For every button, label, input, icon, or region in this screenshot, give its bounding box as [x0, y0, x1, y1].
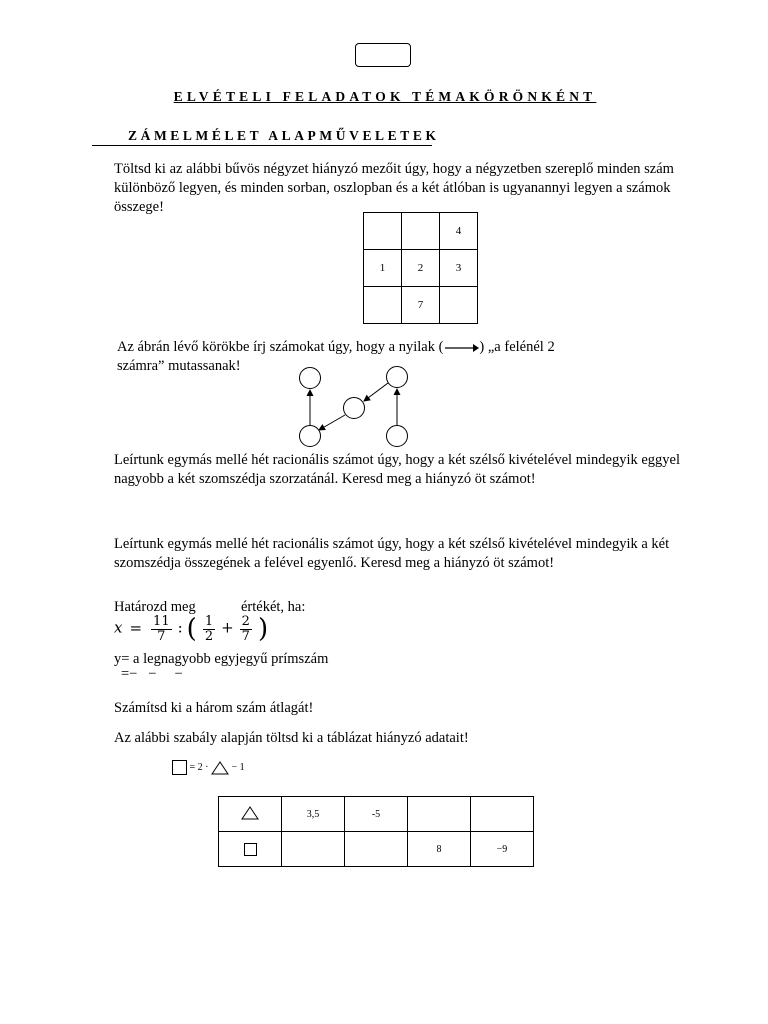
table-cell: 3,5: [282, 797, 345, 832]
table-cell: −9: [471, 832, 534, 867]
magic-square-row: [364, 287, 478, 324]
plus-sign: +: [221, 618, 234, 637]
arrow-icon: [443, 343, 479, 353]
diagram-circle: [344, 398, 365, 419]
row-header-cell: [219, 797, 282, 832]
fraction: $\frac{1}{2}$: [204, 613, 214, 644]
magic-cell: 1: [364, 250, 402, 287]
magic-cell: 7: [402, 287, 440, 324]
triangle-row: [219, 797, 534, 832]
rule-formula: [172, 760, 245, 775]
rule-end: − 1: [231, 761, 245, 773]
y-definition: y= a legnagyobb egyjegyű prímszám: [114, 651, 329, 667]
divide-sign: :: [177, 618, 183, 637]
diagram-circle: [300, 368, 321, 389]
rule-mid: = 2 ·: [189, 761, 209, 773]
diagram-circle: [300, 426, 321, 447]
magic-cell: [402, 213, 440, 250]
fraction: $\frac{2}{7}$: [241, 613, 250, 644]
task4-text: Leírtunk egymás mellé hét racionális számot úgy, hogy a két szélső kivételével mindegyik a két szomszédja összegének a felével egyenlő. Keresd meg a hiányzó öt számot!: [114, 536, 670, 571]
section-title: ZÁMELMÉLET ALAPMŰVELETEK: [92, 128, 432, 146]
average-question: Számítsd ki a három szám átlagát!: [114, 700, 314, 716]
task3-text: Leírtunk egymás mellé hét racionális számot úgy, hogy a két szélső kivételével mindegyik eggyel nagyobb a két szomszédja szorzatánál. Keresd meg a hiányzó öt számot!: [114, 452, 681, 487]
table-cell: 8: [408, 832, 471, 867]
circle-arrow-diagram: [290, 362, 420, 450]
table-cell: [282, 832, 345, 867]
x-variable: x: [114, 618, 123, 637]
table-cell: -5: [345, 797, 408, 832]
task6-text: Az alábbi szabály alapján töltsd ki a táblázat hiányzó adatait!: [114, 730, 469, 746]
magic-cell: [364, 287, 402, 324]
square-icon: [244, 843, 257, 856]
equals-sign: =: [129, 618, 143, 637]
diagram-circle: [387, 367, 408, 388]
table-cell: [471, 797, 534, 832]
triangle-icon: [211, 761, 229, 775]
magic-cell: 3: [440, 250, 478, 287]
magic-cell: 2: [402, 250, 440, 287]
fraction: $\frac{11}{7}$: [153, 613, 170, 644]
diagram-circle: [387, 426, 408, 447]
magic-cell: [440, 287, 478, 324]
task5-lead-text: Határozd meg: [114, 599, 196, 615]
answer-box: [355, 43, 411, 67]
magic-cell: [364, 213, 402, 250]
triangle-icon: [241, 806, 259, 820]
square-row: [219, 832, 534, 867]
z-definition: =− − −: [121, 666, 183, 682]
task2-line1: Az ábrán lévő körökbe írj számokat úgy, hogy a nyilak (: [117, 339, 444, 355]
magic-square-row: [364, 213, 478, 250]
page-title: ELVÉTELI FELADATOK TÉMAKÖRÖNKÉNT: [173, 89, 597, 104]
rule-table: [218, 796, 534, 867]
diagram-arrow: [364, 383, 388, 401]
task2-line2: számra” mutassanak!: [117, 358, 241, 374]
right-paren: ): [257, 614, 269, 644]
x-formula: [114, 614, 268, 650]
square-icon: [172, 760, 187, 775]
diagram-arrow: [319, 415, 345, 430]
magic-square-row: [364, 250, 478, 287]
magic-cell: 4: [440, 213, 478, 250]
table-cell: [408, 797, 471, 832]
magic-square: [363, 212, 478, 324]
row-header-cell: [219, 832, 282, 867]
left-paren: (: [186, 614, 197, 644]
task2-line1-end: ) „a felénél 2: [479, 339, 555, 355]
task5-lead-end: értékét, ha:: [240, 599, 306, 615]
task1-text: Töltsd ki az alábbi bűvös négyzet hiányzó mezőit úgy, hogy a négyzetben szereplő minden szám különböző legyen, és minden sorban, oszlopban és a két átlóban is ugyanannyi legyen a számok összege!: [114, 161, 674, 215]
table-cell: [345, 832, 408, 867]
